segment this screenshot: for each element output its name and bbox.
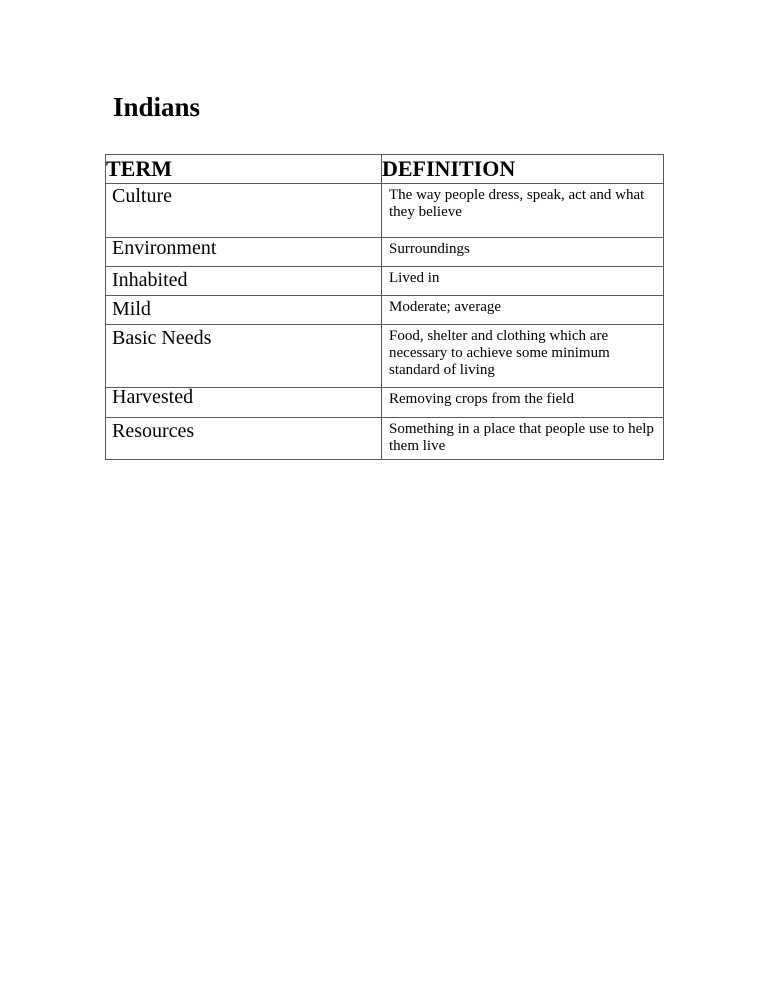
table-row [106,267,664,296]
definition-cell: Food, shelter and clothing which are necessary to achieve some minimum standard of living [382,325,664,388]
definition-cell: Surroundings [382,238,664,267]
table-row [106,418,664,460]
definition-cell: The way people dress, speak, act and what they believe [382,184,664,238]
term-cell [106,296,382,325]
term-cell [106,388,382,418]
vocabulary-table [105,154,664,460]
term-text: Basic Needs [112,327,212,349]
term-text: Harvested [112,386,194,408]
table-row [106,325,664,388]
table-header-row [106,155,664,184]
definition-column-header: DEFINITION [382,155,664,184]
table-row [106,238,664,267]
page-title: Indians [113,92,201,122]
term-text: Inhabited [112,269,188,291]
term-text: Resources [112,420,195,442]
term-cell [106,238,382,267]
definition-cell: Something in a place that people use to help them live [382,418,664,460]
term-cell [106,325,382,388]
term-text: Culture [112,185,172,207]
term-column-header: TERM [106,155,382,184]
term-text: Mild [112,298,151,320]
term-cell [106,418,382,460]
definition-cell: Lived in [382,267,664,296]
table-row [106,184,664,238]
term-text: Environment [112,237,217,259]
table-row [106,388,664,418]
term-cell [106,267,382,296]
definition-cell: Removing crops from the field [382,388,664,418]
term-cell [106,184,382,238]
definition-cell: Moderate; average [382,296,664,325]
table-row [106,296,664,325]
